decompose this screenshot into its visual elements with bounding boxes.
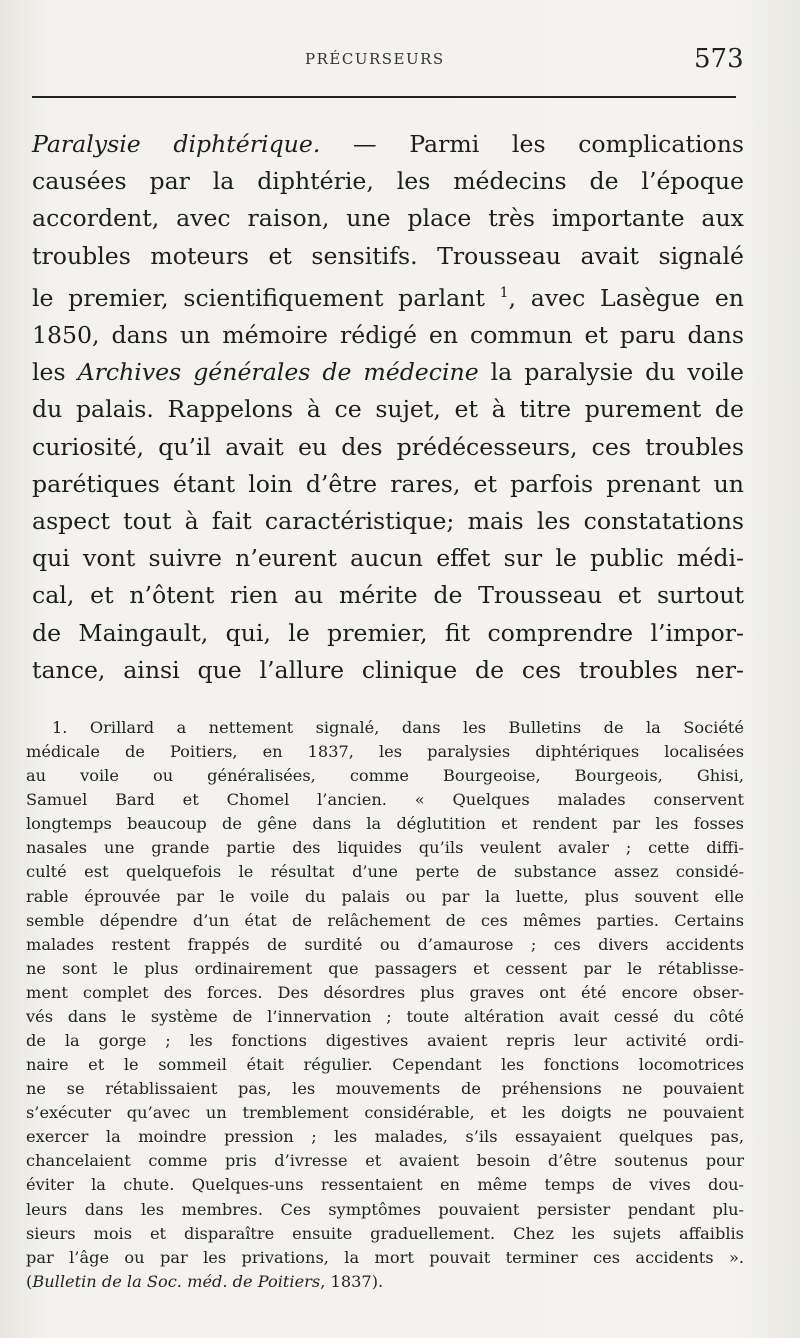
footnote-line: rable éprouvée par le voile du palais ou par la luette, plus souvent elle [26,886,744,906]
footnote-reference: 1 [499,284,509,301]
footnote-line: chancelaient comme pris d’ivresse et avaient besoin d’être soutenus pour [26,1151,744,1171]
text-line: du palais. Rappelons à ce sujet, et à titre purement de [32,395,744,424]
footnote-line: médicale de Poitiers, en 1837, les paralysies diphtériques localisées [26,742,744,762]
footnote-line: nasales une grande partie des liquides qu’ils veulent avaler ; cette diffi- [26,838,744,858]
footnote [26,716,744,1294]
footnote-line: par l’âge ou par les privations, la mort pouvait terminer ces accidents ». [26,1247,744,1267]
footnote-line: sieurs mois et disparaître ensuite graduellement. Chez les sujets affaiblis [26,1223,744,1243]
section-title: Paralysie diphtérique. [32,130,321,158]
citation-title: Bulletin de la Soc. méd. de Poitiers [32,1271,321,1291]
text-line: le premier, scientifiquement parlant $^1$, avec Lasègue en [32,283,745,312]
footnote-line: au voile ou généralisées, comme Bourgeoise, Bourgeois, Ghisi, [26,766,744,786]
footnote-line: longtemps beaucoup de gêne dans la déglutition et rendent par les fosses [26,814,744,834]
footnote-line: (Bulletin de la Soc. méd. de Poitiers, 1837). [26,1271,384,1291]
footnote-line: s’exécuter qu’avec un tremblement considérable, et les doigts ne pouvaient [26,1103,744,1123]
footnote-line: de la gorge ; les fonctions digestives avaient repris leur activité ordi- [26,1031,744,1051]
running-head [0,44,800,78]
journal-title: Archives générales de médecine [77,358,479,387]
footnote-line: ne sont le plus ordinairement que passagers et cessent par le rétablisse- [26,958,744,978]
text-line: de Maingault, qui, le premier, fit comprendre l’impor- [32,618,744,647]
text-line: parétiques étant loin d’être rares, et parfois prenant un [32,469,744,498]
text-line: cal, et n’ôtent rien au mérite de Trousseau et surtout [32,581,744,610]
footnote-line: ment complet des forces. Des désordres plus graves ont été encore obser- [26,982,744,1002]
page-number: 573 [694,44,744,74]
text-line: 1850, dans un mémoire rédigé en commun et paru dans [32,321,744,350]
footnote-line: ne se rétablissaient pas, les mouvements de préhensions ne pouvaient [26,1079,744,1099]
footnote-line: malades restent frappés de surdité ou d’amaurose ; ces divers accidents [26,934,744,954]
text-line: troubles moteurs et sensitifs. Trousseau avait signalé [32,241,744,270]
footnote-line: culté est quelquefois le résultat d’une perte de substance assez considé- [26,862,744,882]
text-line: accordent, avec raison, une place très importante aux [32,204,744,233]
footnote-line: Samuel Bard et Chomel l’ancien. « Quelques malades conservent [26,790,744,810]
header-rule [32,96,736,98]
running-title: PRÉCURSEURS [305,50,445,68]
text-line: les Archives générales de médecine la paralysie du voile [32,358,744,387]
text-line: curiosité, qu’il avait eu des prédécesseurs, ces troubles [32,432,744,461]
text-line: aspect tout à fait caractéristique; mais les constatations [32,507,744,536]
footnote-line: éviter la chute. Quelques-uns ressentaient en même temps de vives dou- [26,1175,744,1195]
text-line: qui vont suivre n’eurent aucun effet sur le public médi- [32,544,744,573]
footnote-line: leurs dans les membres. Ces symptômes pouvaient persister pendant plu- [26,1199,744,1219]
footnote-line: naire et le sommeil était régulier. Cependant les fonctions locomotrices [26,1055,744,1075]
text-line: causées par la diphtérie, les médecins de l’époque [32,167,744,196]
main-paragraph [32,126,744,689]
footnote-line: vés dans le système de l’innervation ; toute altération avait cessé du côté [26,1006,744,1026]
footnote-line: exercer la moindre pression ; les malades, s’ils essayaient quelques pas, [26,1127,744,1147]
text-line: Paralysie diphtérique. — Parmi les complications [32,130,744,158]
text-line: tance, ainsi que l’allure clinique de ces troubles ner- [32,655,744,684]
footnote-line: semble dépendre d’un état de relâchement de ces mêmes parties. Certains [26,910,744,930]
footnote-line: 1. Orillard a nettement signalé, dans les Bulletins de la Société [52,718,744,737]
